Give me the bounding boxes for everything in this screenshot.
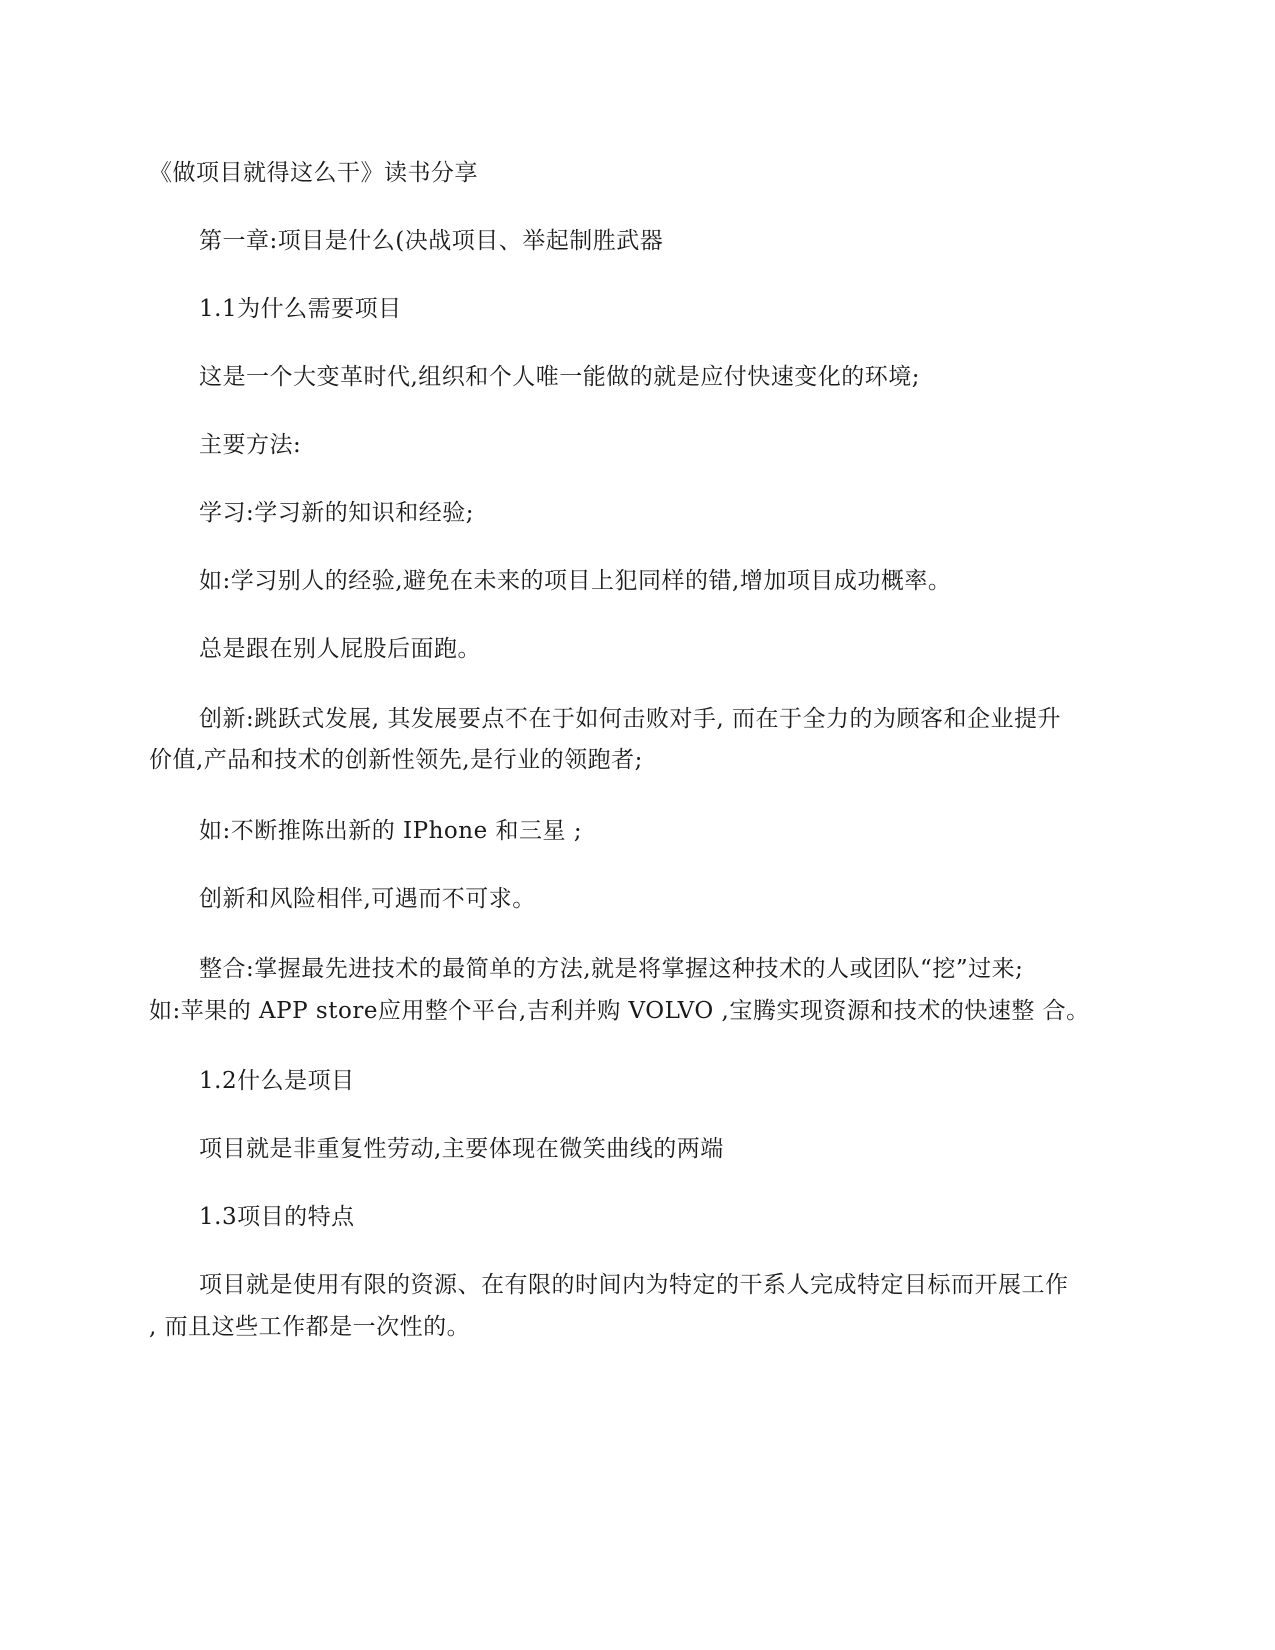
section-heading-1-2: 1.2什么是项目	[199, 1068, 355, 1094]
paragraph: 这是一个大变革时代,组织和个人唯一能做的就是应付快速变化的环境;	[199, 364, 921, 390]
paragraph: 主要方法:	[199, 432, 302, 458]
paragraph: 总是跟在别人屁股后面跑。	[199, 636, 481, 662]
paragraph: 项目就是非重复性劳动,主要体现在微笑曲线的两端	[199, 1136, 724, 1162]
paragraph: 如:学习别人的经验,避免在未来的项目上犯同样的错,增加项目成功概率。	[199, 568, 952, 594]
paragraph: 如:不断推陈出新的 IPhone 和三星 ;	[199, 818, 583, 844]
paragraph: 整合:掌握最先进技术的最简单的方法,就是将掌握这种技术的人或团队“挖”过来;	[199, 956, 1024, 982]
paragraph-continuation: , 而且这些工作都是一次性的。	[149, 1314, 471, 1340]
paragraph: 项目就是使用有限的资源、在有限的时间内为特定的干系人完成特定目标而开展工作	[199, 1272, 1069, 1298]
paragraph: 学习:学习新的知识和经验;	[199, 500, 474, 526]
document-title: 《做项目就得这么干》读书分享	[149, 160, 478, 186]
chapter-heading: 第一章:项目是什么(决战项目、举起制胜武器	[199, 228, 664, 254]
section-heading-1-3: 1.3项目的特点	[199, 1204, 355, 1230]
section-heading-1-1: 1.1为什么需要项目	[199, 296, 402, 322]
paragraph-continuation: 如:苹果的 APP store应用整个平台,吉利并购 VOLVO ,宝腾实现资源和技术的快速整 合。	[149, 998, 1090, 1024]
paragraph: 创新和风险相伴,可遇而不可求。	[199, 886, 536, 912]
paragraph: 创新:跳跃式发展, 其发展要点不在于如何击败对手, 而在于全力的为顾客和企业提升	[199, 706, 1061, 732]
paragraph-continuation: 价值,产品和技术的创新性领先,是行业的领跑者;	[149, 747, 643, 773]
